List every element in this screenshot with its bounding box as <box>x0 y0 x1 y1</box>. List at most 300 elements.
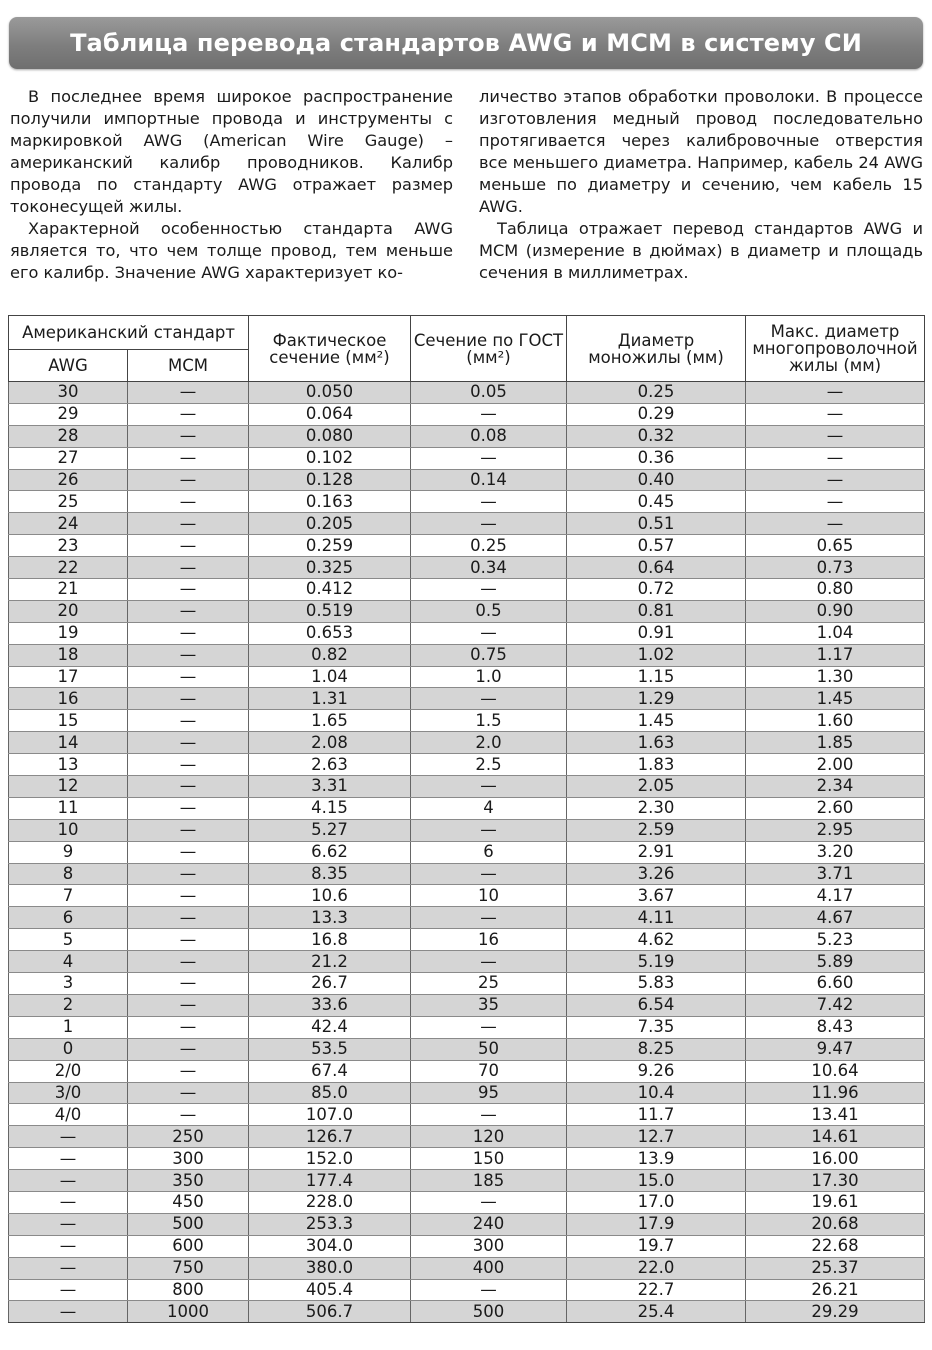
awg-conversion-table <box>8 315 925 1323</box>
max-diameter-cell: 22.68 <box>746 1235 925 1257</box>
gost-cell: 25 <box>411 973 567 995</box>
awg-cell: — <box>9 1301 128 1323</box>
mcm-cell: — <box>128 513 249 535</box>
max-diameter-cell: — <box>746 491 925 513</box>
table-row <box>9 994 925 1016</box>
section-cell: 10.6 <box>249 885 411 907</box>
table-row <box>9 447 925 469</box>
awg-cell: 25 <box>9 491 128 513</box>
awg-cell: 3 <box>9 973 128 995</box>
mcm-cell: — <box>128 863 249 885</box>
max-diameter-cell: 0.80 <box>746 579 925 601</box>
table-row <box>9 973 925 995</box>
section-cell: 85.0 <box>249 1082 411 1104</box>
mcm-cell: 1000 <box>128 1301 249 1323</box>
table-row <box>9 513 925 535</box>
max-diameter-cell: — <box>746 382 925 404</box>
mcm-cell: — <box>128 1082 249 1104</box>
mcm-cell: — <box>128 1104 249 1126</box>
diameter-cell: 1.83 <box>567 754 746 776</box>
diameter-cell: 12.7 <box>567 1126 746 1148</box>
mcm-cell: — <box>128 1060 249 1082</box>
max-diameter-cell: 1.45 <box>746 688 925 710</box>
table-body <box>9 382 925 1323</box>
section-cell: 405.4 <box>249 1279 411 1301</box>
gost-cell: 0.25 <box>411 535 567 557</box>
awg-cell: 9 <box>9 841 128 863</box>
section-cell: 33.6 <box>249 994 411 1016</box>
mcm-cell: 250 <box>128 1126 249 1148</box>
mcm-cell: — <box>128 1016 249 1038</box>
mcm-cell: — <box>128 776 249 798</box>
gost-cell: — <box>411 513 567 535</box>
max-diameter-cell: 2.34 <box>746 776 925 798</box>
diameter-cell: 1.45 <box>567 710 746 732</box>
section-cell: 1.31 <box>249 688 411 710</box>
section-cell: 0.325 <box>249 557 411 579</box>
diameter-cell: 22.7 <box>567 1279 746 1301</box>
awg-cell: 2 <box>9 994 128 1016</box>
table-row <box>9 1191 925 1213</box>
gost-cell: — <box>411 1191 567 1213</box>
diameter-cell: 1.15 <box>567 666 746 688</box>
table-row <box>9 929 925 951</box>
awg-cell: — <box>9 1148 128 1170</box>
max-diameter-cell: 14.61 <box>746 1126 925 1148</box>
table-row <box>9 1235 925 1257</box>
mcm-cell: — <box>128 907 249 929</box>
awg-cell: 17 <box>9 666 128 688</box>
table-row <box>9 951 925 973</box>
gost-cell: 0.14 <box>411 469 567 491</box>
section-cell: 0.412 <box>249 579 411 601</box>
mcm-cell: — <box>128 447 249 469</box>
section-cell: 380.0 <box>249 1257 411 1279</box>
table-row <box>9 1279 925 1301</box>
table-row <box>9 1016 925 1038</box>
max-diameter-cell: — <box>746 403 925 425</box>
diameter-cell: 0.72 <box>567 579 746 601</box>
gost-cell: — <box>411 622 567 644</box>
awg-cell: — <box>9 1213 128 1235</box>
section-cell: 0.519 <box>249 600 411 622</box>
mcm-cell: — <box>128 666 249 688</box>
table-row <box>9 1301 925 1323</box>
awg-cell: 12 <box>9 776 128 798</box>
section-cell: 53.5 <box>249 1038 411 1060</box>
awg-cell: 15 <box>9 710 128 732</box>
awg-cell: 5 <box>9 929 128 951</box>
gost-cell: — <box>411 579 567 601</box>
diameter-cell: 25.4 <box>567 1301 746 1323</box>
table-row <box>9 1148 925 1170</box>
gost-cell: 0.34 <box>411 557 567 579</box>
table-row <box>9 863 925 885</box>
max-diameter-cell: 20.68 <box>746 1213 925 1235</box>
gost-cell: 50 <box>411 1038 567 1060</box>
table-row <box>9 754 925 776</box>
max-diameter-cell: 5.89 <box>746 951 925 973</box>
max-diameter-cell: 1.60 <box>746 710 925 732</box>
mcm-cell: — <box>128 688 249 710</box>
awg-cell: 4 <box>9 951 128 973</box>
max-diameter-cell: 26.21 <box>746 1279 925 1301</box>
table-row <box>9 1060 925 1082</box>
mcm-cell: — <box>128 819 249 841</box>
table-row <box>9 644 925 666</box>
awg-cell: 6 <box>9 907 128 929</box>
diameter-cell: 0.91 <box>567 622 746 644</box>
max-diameter-cell: 1.17 <box>746 644 925 666</box>
diameter-cell: 11.7 <box>567 1104 746 1126</box>
diameter-cell: 3.67 <box>567 885 746 907</box>
intro-left-column <box>10 86 453 284</box>
gost-cell: 2.0 <box>411 732 567 754</box>
awg-cell: 4/0 <box>9 1104 128 1126</box>
table-row <box>9 688 925 710</box>
table-row <box>9 557 925 579</box>
diameter-cell: 19.7 <box>567 1235 746 1257</box>
max-diameter-cell: 1.85 <box>746 732 925 754</box>
section-cell: 16.8 <box>249 929 411 951</box>
table-row <box>9 841 925 863</box>
awg-cell: 19 <box>9 622 128 644</box>
section-cell: 253.3 <box>249 1213 411 1235</box>
diameter-cell: 8.25 <box>567 1038 746 1060</box>
section-cell: 2.63 <box>249 754 411 776</box>
table-row <box>9 885 925 907</box>
section-cell: 304.0 <box>249 1235 411 1257</box>
gost-cell: 1.5 <box>411 710 567 732</box>
table-row <box>9 579 925 601</box>
american-standard-header: Американский стандарт <box>9 316 249 350</box>
diameter-cell: 0.32 <box>567 425 746 447</box>
gost-section-header: Сечение по ГОСТ (мм²) <box>411 316 567 382</box>
max-diameter-cell: 4.17 <box>746 885 925 907</box>
max-diameter-cell: 7.42 <box>746 994 925 1016</box>
section-cell: 1.65 <box>249 710 411 732</box>
mcm-cell: — <box>128 754 249 776</box>
awg-cell: 2/0 <box>9 1060 128 1082</box>
awg-cell: 22 <box>9 557 128 579</box>
section-cell: 4.15 <box>249 797 411 819</box>
max-diameter-cell: 3.71 <box>746 863 925 885</box>
solid-diameter-header: Диаметр моножилы (мм) <box>567 316 746 382</box>
section-cell: 177.4 <box>249 1170 411 1192</box>
awg-cell: — <box>9 1279 128 1301</box>
gost-cell: 0.5 <box>411 600 567 622</box>
diameter-cell: 2.05 <box>567 776 746 798</box>
section-cell: 26.7 <box>249 973 411 995</box>
section-cell: 2.08 <box>249 732 411 754</box>
max-diameter-cell: 10.64 <box>746 1060 925 1082</box>
awg-cell: 0 <box>9 1038 128 1060</box>
awg-cell: — <box>9 1235 128 1257</box>
diameter-cell: 0.45 <box>567 491 746 513</box>
max-diameter-cell: 8.43 <box>746 1016 925 1038</box>
diameter-cell: 5.19 <box>567 951 746 973</box>
gost-cell: 1.0 <box>411 666 567 688</box>
diameter-cell: 2.59 <box>567 819 746 841</box>
gost-cell: 6 <box>411 841 567 863</box>
diameter-cell: 0.29 <box>567 403 746 425</box>
gost-cell: — <box>411 907 567 929</box>
mcm-cell: 800 <box>128 1279 249 1301</box>
gost-cell: — <box>411 819 567 841</box>
max-diameter-cell: 1.04 <box>746 622 925 644</box>
gost-cell: 300 <box>411 1235 567 1257</box>
diameter-cell: 0.57 <box>567 535 746 557</box>
diameter-cell: 0.25 <box>567 382 746 404</box>
mcm-cell: 750 <box>128 1257 249 1279</box>
awg-cell: 8 <box>9 863 128 885</box>
gost-cell: 0.75 <box>411 644 567 666</box>
gost-cell: — <box>411 491 567 513</box>
gost-cell: 70 <box>411 1060 567 1082</box>
section-cell: 0.653 <box>249 622 411 644</box>
section-cell: 228.0 <box>249 1191 411 1213</box>
awg-cell: — <box>9 1257 128 1279</box>
section-cell: 5.27 <box>249 819 411 841</box>
mcm-cell: — <box>128 469 249 491</box>
diameter-cell: 1.63 <box>567 732 746 754</box>
table-row <box>9 1170 925 1192</box>
max-stranded-diameter-header: Макс. диаметр многопроволочной жилы (мм) <box>746 316 925 382</box>
mcm-cell: — <box>128 644 249 666</box>
section-cell: 67.4 <box>249 1060 411 1082</box>
max-diameter-cell: 0.90 <box>746 600 925 622</box>
diameter-cell: 7.35 <box>567 1016 746 1038</box>
diameter-cell: 6.54 <box>567 994 746 1016</box>
section-cell: 0.259 <box>249 535 411 557</box>
mcm-cell: — <box>128 973 249 995</box>
gost-cell: — <box>411 403 567 425</box>
section-cell: 0.102 <box>249 447 411 469</box>
diameter-cell: 17.9 <box>567 1213 746 1235</box>
awg-cell: 16 <box>9 688 128 710</box>
awg-cell: 11 <box>9 797 128 819</box>
max-diameter-cell: — <box>746 447 925 469</box>
diameter-cell: 5.83 <box>567 973 746 995</box>
table-row <box>9 403 925 425</box>
gost-cell: — <box>411 863 567 885</box>
awg-cell: 3/0 <box>9 1082 128 1104</box>
mcm-cell: — <box>128 535 249 557</box>
max-diameter-cell: 19.61 <box>746 1191 925 1213</box>
section-cell: 21.2 <box>249 951 411 973</box>
gost-cell: — <box>411 688 567 710</box>
mcm-cell: — <box>128 557 249 579</box>
mcm-cell: 300 <box>128 1148 249 1170</box>
mcm-cell: 600 <box>128 1235 249 1257</box>
table-row <box>9 425 925 447</box>
section-cell: 126.7 <box>249 1126 411 1148</box>
mcm-cell: — <box>128 579 249 601</box>
table-row <box>9 907 925 929</box>
table-row <box>9 469 925 491</box>
max-diameter-cell: 25.37 <box>746 1257 925 1279</box>
diameter-cell: 4.62 <box>567 929 746 951</box>
diameter-cell: 3.26 <box>567 863 746 885</box>
intro-paragraph: В последнее время широкое распространение получили импортные провода и инструменты с маркировкой AWG (American Wire Gauge) – американский калибр проводников. Калибр провода по стандарту AWG отражает размер токонесущей жилы. <box>10 87 453 216</box>
diameter-cell: 0.51 <box>567 513 746 535</box>
table-row <box>9 732 925 754</box>
table-row <box>9 797 925 819</box>
table-row <box>9 1082 925 1104</box>
table-row <box>9 622 925 644</box>
intro-paragraph: Характерной особенностью стандарта AWG является то, что чем толще провод, тем меньше его калибр. Значение AWG характеризует ко- <box>10 219 453 282</box>
max-diameter-cell: 0.73 <box>746 557 925 579</box>
mcm-cell: — <box>128 600 249 622</box>
mcm-cell: — <box>128 732 249 754</box>
table-row <box>9 710 925 732</box>
gost-cell: 0.05 <box>411 382 567 404</box>
mcm-cell: 500 <box>128 1213 249 1235</box>
awg-cell: 30 <box>9 382 128 404</box>
diameter-cell: 4.11 <box>567 907 746 929</box>
diameter-cell: 2.91 <box>567 841 746 863</box>
mcm-cell: — <box>128 885 249 907</box>
awg-cell: 21 <box>9 579 128 601</box>
gost-cell: 120 <box>411 1126 567 1148</box>
gost-cell: — <box>411 447 567 469</box>
table-row <box>9 1257 925 1279</box>
awg-cell: — <box>9 1191 128 1213</box>
table-row <box>9 491 925 513</box>
section-cell: 0.163 <box>249 491 411 513</box>
gost-cell: — <box>411 951 567 973</box>
gost-cell: 400 <box>411 1257 567 1279</box>
awg-cell: — <box>9 1126 128 1148</box>
gost-cell: 240 <box>411 1213 567 1235</box>
section-cell: 8.35 <box>249 863 411 885</box>
section-cell: 1.04 <box>249 666 411 688</box>
mcm-cell: — <box>128 382 249 404</box>
section-cell: 0.080 <box>249 425 411 447</box>
mcm-cell: — <box>128 1038 249 1060</box>
gost-cell: — <box>411 1104 567 1126</box>
max-diameter-cell: 2.60 <box>746 797 925 819</box>
diameter-cell: 0.40 <box>567 469 746 491</box>
max-diameter-cell: 6.60 <box>746 973 925 995</box>
gost-cell: 150 <box>411 1148 567 1170</box>
section-cell: 0.064 <box>249 403 411 425</box>
gost-cell: 16 <box>411 929 567 951</box>
max-diameter-cell: — <box>746 469 925 491</box>
awg-cell: 18 <box>9 644 128 666</box>
mcm-cell: — <box>128 951 249 973</box>
awg-cell: 7 <box>9 885 128 907</box>
gost-cell: — <box>411 1016 567 1038</box>
section-cell: 3.31 <box>249 776 411 798</box>
max-diameter-cell: 3.20 <box>746 841 925 863</box>
diameter-cell: 22.0 <box>567 1257 746 1279</box>
diameter-cell: 17.0 <box>567 1191 746 1213</box>
awg-header: AWG <box>9 350 128 382</box>
table-row <box>9 776 925 798</box>
diameter-cell: 1.29 <box>567 688 746 710</box>
max-diameter-cell: 11.96 <box>746 1082 925 1104</box>
mcm-cell: — <box>128 622 249 644</box>
gost-cell: 185 <box>411 1170 567 1192</box>
awg-cell: 1 <box>9 1016 128 1038</box>
mcm-cell: — <box>128 994 249 1016</box>
awg-cell: 23 <box>9 535 128 557</box>
awg-cell: 28 <box>9 425 128 447</box>
mcm-header: MCM <box>128 350 249 382</box>
max-diameter-cell: 2.00 <box>746 754 925 776</box>
mcm-cell: — <box>128 491 249 513</box>
max-diameter-cell: 5.23 <box>746 929 925 951</box>
table-row <box>9 382 925 404</box>
awg-cell: 14 <box>9 732 128 754</box>
max-diameter-cell: 9.47 <box>746 1038 925 1060</box>
table-row <box>9 1104 925 1126</box>
diameter-cell: 13.9 <box>567 1148 746 1170</box>
mcm-cell: — <box>128 710 249 732</box>
max-diameter-cell: 2.95 <box>746 819 925 841</box>
max-diameter-cell: 4.67 <box>746 907 925 929</box>
gost-cell: 10 <box>411 885 567 907</box>
table-row <box>9 819 925 841</box>
gost-cell: 35 <box>411 994 567 1016</box>
section-cell: 506.7 <box>249 1301 411 1323</box>
table-row <box>9 600 925 622</box>
gost-cell: — <box>411 1279 567 1301</box>
section-cell: 6.62 <box>249 841 411 863</box>
actual-section-header: Фактическое сечение (мм²) <box>249 316 411 382</box>
gost-cell: 2.5 <box>411 754 567 776</box>
section-cell: 152.0 <box>249 1148 411 1170</box>
awg-cell: 13 <box>9 754 128 776</box>
max-diameter-cell: — <box>746 425 925 447</box>
awg-cell: 24 <box>9 513 128 535</box>
intro-right-column <box>479 86 923 284</box>
diameter-cell: 1.02 <box>567 644 746 666</box>
diameter-cell: 9.26 <box>567 1060 746 1082</box>
mcm-cell: 350 <box>128 1170 249 1192</box>
gost-cell: 500 <box>411 1301 567 1323</box>
section-cell: 42.4 <box>249 1016 411 1038</box>
diameter-cell: 15.0 <box>567 1170 746 1192</box>
max-diameter-cell: 17.30 <box>746 1170 925 1192</box>
gost-cell: 95 <box>411 1082 567 1104</box>
max-diameter-cell: 13.41 <box>746 1104 925 1126</box>
section-cell: 13.3 <box>249 907 411 929</box>
mcm-cell: — <box>128 403 249 425</box>
max-diameter-cell: 16.00 <box>746 1148 925 1170</box>
diameter-cell: 0.64 <box>567 557 746 579</box>
table-row <box>9 1038 925 1060</box>
mcm-cell: — <box>128 929 249 951</box>
awg-cell: 20 <box>9 600 128 622</box>
mcm-cell: — <box>128 841 249 863</box>
awg-cell: — <box>9 1170 128 1192</box>
gost-cell: 4 <box>411 797 567 819</box>
table-row <box>9 535 925 557</box>
max-diameter-cell: — <box>746 513 925 535</box>
awg-cell: 29 <box>9 403 128 425</box>
awg-cell: 10 <box>9 819 128 841</box>
intro-paragraph: Таблица отражает перевод стандартов AWG и MCM (измерение в дюймах) в диаметр и площадь сечения в миллиметрах. <box>479 219 923 282</box>
intro-paragraph: личество этапов обработки проволоки. В процессе изготовления медный провод последовательно протягивается через калибровочные отверстия все меньшего диаметра. Например, кабель 24 AWG меньше по диаметру и сечению, чем кабель 15 AWG. <box>479 87 923 216</box>
mcm-cell: 450 <box>128 1191 249 1213</box>
table-row <box>9 666 925 688</box>
section-cell: 0.82 <box>249 644 411 666</box>
diameter-cell: 0.36 <box>567 447 746 469</box>
section-cell: 107.0 <box>249 1104 411 1126</box>
diameter-cell: 10.4 <box>567 1082 746 1104</box>
